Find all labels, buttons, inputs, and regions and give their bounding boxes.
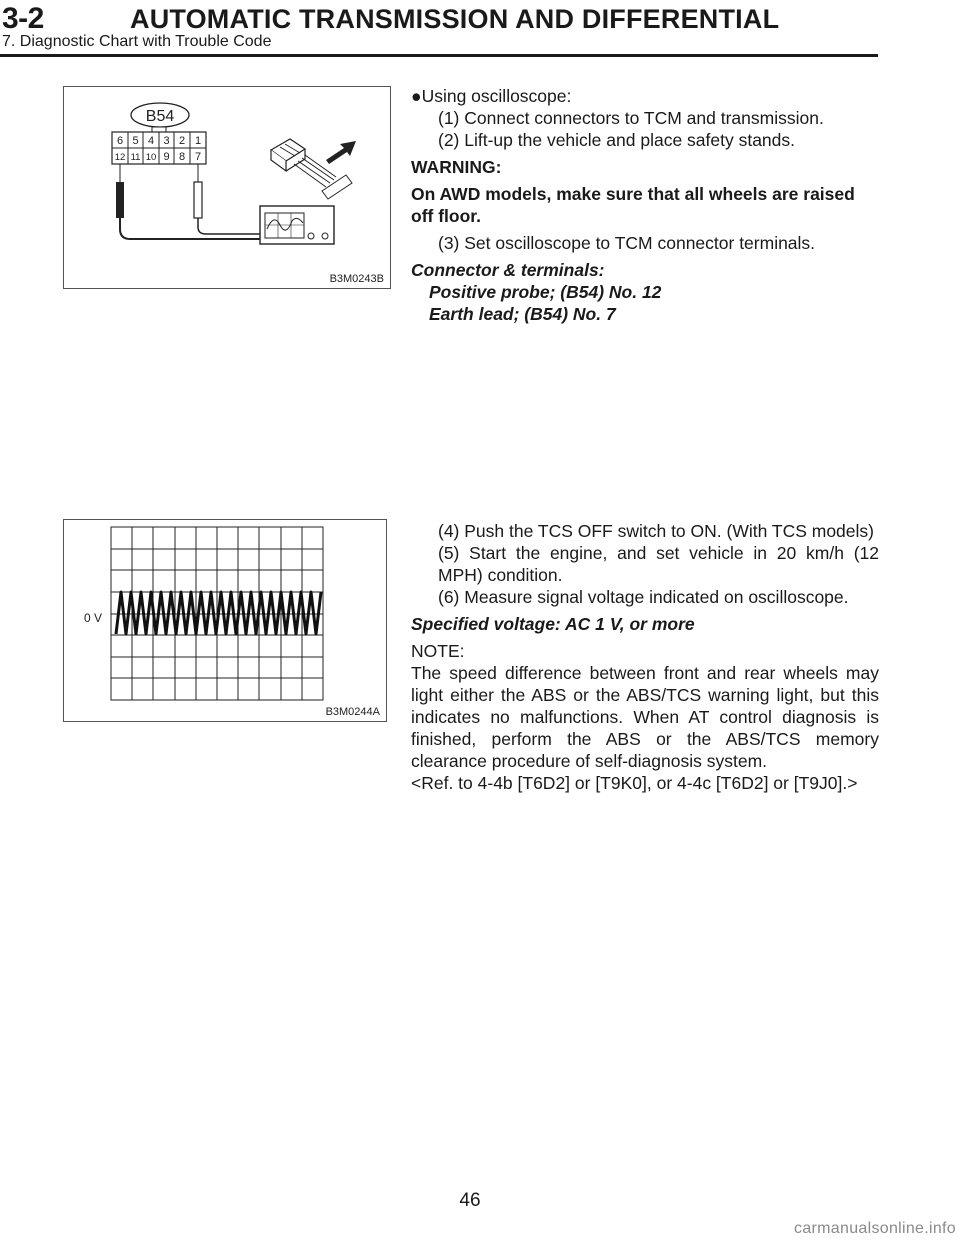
zero-volt-label: 0 V [84, 611, 103, 625]
connector-label: B54 [145, 108, 175, 125]
procedure-block-2 [411, 520, 879, 794]
note-text: The speed difference between front and rear wheels may light either the ABS or the ABS/TCS warning light, but this indicates no malfunctions. When AT control diagnosis is finished, perform the ABS or the ABS/TCS memory clearance procedure of self-diagnosis system. [411, 663, 879, 771]
warning-text: On AWD models, make sure that all wheels are raised off floor. [411, 184, 855, 226]
reference-link: <Ref. to 4-4b [T6D2] or [T9K0], or 4-4c [T6D2] or [T9J0].> [411, 773, 858, 793]
pin-label: 5 [132, 135, 139, 147]
pin-label: 7 [194, 151, 202, 163]
pin-label: 8 [178, 151, 186, 163]
figure-code: B3M0244A [325, 706, 380, 718]
header-rule [0, 54, 878, 57]
connector-title: Connector & terminals: [411, 260, 605, 280]
section-number: 3-2 [2, 2, 44, 35]
step-1: (1) Connect connectors to TCM and transmission. [438, 108, 824, 128]
pin-label: 6 [116, 135, 124, 147]
bullet-icon: ● [411, 86, 422, 106]
specified-voltage: Specified voltage: AC 1 V, or more [411, 614, 695, 634]
waveform-graph [64, 520, 386, 721]
pin-label: 10 [145, 152, 157, 163]
connector-line-1: Positive probe; (B54) No. 12 [429, 282, 662, 302]
watermark-text: carmanualsonline.info [794, 1220, 956, 1237]
step-5: (5) Start the engine, and set vehicle in 20 km/h (12 MPH) condition. [438, 543, 879, 585]
pin-label: 4 [147, 135, 155, 147]
pin-label: 2 [178, 135, 186, 147]
connector-diagram [64, 87, 390, 288]
step-4: (4) Push the TCS OFF switch to ON. (With TCS models) [438, 521, 874, 541]
waveform-figure [63, 519, 387, 722]
figure-code: B3M0243B [329, 273, 384, 285]
step-6: (6) Measure signal voltage indicated on oscilloscope. [438, 587, 849, 607]
bullet-item: ●Using oscilloscope: [411, 86, 572, 106]
pin-label: 11 [130, 152, 141, 163]
procedure-block-1 [411, 85, 879, 325]
oscilloscope-connection-figure [63, 86, 391, 289]
pin-label: 1 [194, 135, 202, 147]
connector-line-2: Earth lead; (B54) No. 7 [429, 304, 616, 324]
page-header [0, 0, 960, 60]
pin-label: 3 [163, 135, 170, 147]
warning-title: WARNING: [411, 157, 502, 177]
step-3: (3) Set oscilloscope to TCM connector terminals. [438, 233, 816, 253]
section-title: AUTOMATIC TRANSMISSION AND DIFFERENTIAL [130, 4, 780, 34]
note-title: NOTE: [411, 641, 465, 661]
section-subtitle: 7. Diagnostic Chart with Trouble Code [2, 33, 272, 50]
pin-label: 9 [163, 151, 170, 163]
pin-label: 12 [114, 152, 126, 163]
step-2: (2) Lift-up the vehicle and place safety stands. [438, 130, 796, 150]
page-number: 46 [459, 1190, 481, 1211]
